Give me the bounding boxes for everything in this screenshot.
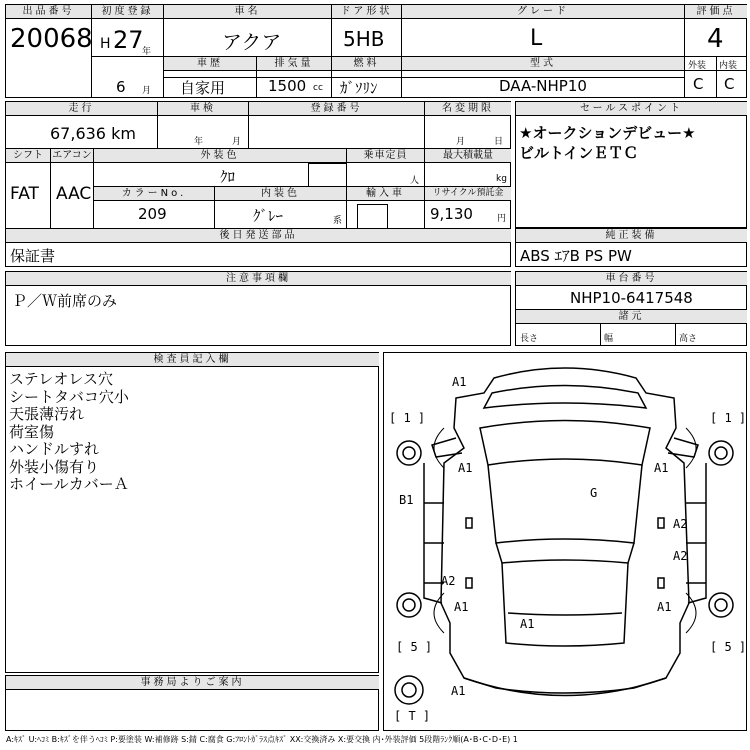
recycle-header: リサイクル預託金 [425,187,511,201]
car-name-header: 車名 [164,5,331,19]
year-unit: 年 [142,47,152,57]
factory-equipment: ABS ｴｱB PS PW [520,247,632,265]
inspector-line: ホイールカバーＡ [9,475,129,493]
first-registration-header: 初度登録 [92,5,163,19]
grade: L [530,26,543,51]
era: H [100,36,111,52]
exterior-color-header: 外装色 [94,149,346,163]
history-header: 車歴 [164,57,256,71]
inspector-line: ハンドルすれ [9,440,100,458]
registration-number-header: 登録番号 [249,102,424,116]
grade-header: グレード [402,5,684,19]
max-load-unit: kg [496,174,507,184]
history: 自家用 [180,79,226,97]
mileage: 67,636 km [50,124,136,143]
sales-point-2: ビルトインＥＴＣ [519,144,639,162]
exterior-grade: C [693,75,704,93]
inspector-line: 荷室傷 [9,422,55,441]
lot-number-header: 出品番号 [6,5,91,19]
door-header: ドア形状 [332,5,401,19]
capacity-unit: 人 [410,176,420,186]
bracket-5-left: [ 5 ] [396,640,433,654]
chassis-header: 車台番号 [516,272,747,286]
displacement: 1500 [268,77,307,95]
shift-header: シフト [6,149,50,163]
inspector-line: 外装小傷有り [9,457,100,476]
name-change-day: 日 [494,137,504,147]
caution-header: 注意事項欄 [6,272,511,286]
registration-month: 6 [116,78,126,96]
door-type: 5HB [343,27,385,51]
chassis-number: NHP10-6417548 [570,289,693,307]
color-number-header: カラーNo. [94,187,214,201]
name-change-header: 名変期限 [425,102,511,116]
bracket-right-front: [ 1 ] [710,411,747,425]
bracket-t: [ T ] [394,709,431,723]
sales-point-block [515,101,747,228]
color-number: 209 [138,205,167,223]
recycle-deposit: 9,130 [430,205,473,223]
interior-color-unit: 系 [333,216,343,226]
import-header: 輸入車 [347,187,424,201]
damage-a1-bottom: A1 [451,684,466,698]
damage-a2-right-2: A2 [673,549,688,563]
dimensions-header: 諸元 [516,310,747,324]
inspector-line: 天張薄汚れ [9,405,85,423]
shift: FAT [10,184,39,204]
recycle-unit: 円 [497,214,507,224]
damage-a1-right-front: A1 [654,461,669,475]
later-parts-header: 後日発送部品 [6,229,511,243]
inspector-notes [9,371,129,494]
inspector-line: シートタバコ穴小 [9,387,129,406]
damage-g-windshield: G [590,486,598,500]
interior-color-header: 内装色 [215,187,346,201]
interior-header: 内装 [719,61,738,71]
inspection-year-unit: 年 [194,137,204,147]
bracket-left-front: [ 1 ] [389,411,426,425]
damage-a1-right-rear: A1 [657,600,672,614]
lot-number: 20068 [10,24,93,54]
sales-point-1: ★オークションデビュー★ [519,124,696,142]
damage-b1-left: B1 [399,493,414,507]
exterior-header: 外装 [688,61,707,71]
factory-equipment-header: 純正装備 [516,229,747,243]
registration-year: 27 [113,26,144,54]
inspector-line: ステレオレス穴 [9,370,113,388]
displacement-unit: cc [313,83,323,93]
mileage-header: 走行 [6,102,157,116]
max-load-header: 最大積載量 [425,149,511,163]
air-conditioner: AAC [56,184,92,204]
model-code: DAA-NHP10 [499,77,587,95]
inspection-month-unit: 月 [232,137,242,147]
capacity-header: 乗車定員 [347,149,424,163]
bracket-5-right: [ 5 ] [710,640,747,654]
damage-a2-left: A2 [441,574,456,588]
interior-grade: C [724,75,735,93]
width-label: 幅 [604,334,614,344]
damage-legend: A:ｷｽﾞ U:ﾍｺﾐ B:ｷｽﾞを伴うﾍｺﾐ P:要塗装 W:補修跡 S:錆 C:腐食 G:ﾌﾛﾝﾄｶﾞﾗｽ点ｷｽﾞ XX:交換済み X:要交換 内･外装評価 5段階ﾗﾝｸ順(A･B･C･D･E) 1 [6,735,518,744]
ac-header: エアコン [52,150,92,161]
car-diagram [384,353,746,730]
office-notice-header: 事務局よりご案内 [6,676,379,690]
interior-color: ｸﾞﾚｰ [253,207,284,225]
damage-a2-right-1: A2 [673,517,688,531]
damage-a1-left-front: A1 [458,461,473,475]
length-label: 長さ [520,334,539,344]
height-label: 高さ [679,334,698,344]
damage-a1-front: A1 [452,375,467,389]
damage-a1-left-rear: A1 [454,600,469,614]
name-change-month: 月 [456,137,466,147]
fuel-header: 燃料 [332,57,401,71]
inspection-header: 車検 [158,102,248,116]
car-name: アクア [222,30,282,54]
later-parts: 保証書 [10,247,56,265]
displacement-header: 排気量 [257,57,331,71]
sales-point-header: セールスポイント [516,102,747,116]
month-unit: 月 [142,86,152,96]
inspector-header: 検査員記入欄 [6,353,379,367]
damage-a1-rear-center: A1 [520,617,535,631]
score: 4 [707,24,724,54]
caution-text: Ｐ／Ｗ前席のみ [12,292,118,310]
score-header: 評価点 [685,5,747,19]
exterior-color: ｸﾛ [220,168,236,186]
fuel: ｶﾞｿﾘﾝ [340,79,378,97]
model-header: 型式 [402,57,684,71]
